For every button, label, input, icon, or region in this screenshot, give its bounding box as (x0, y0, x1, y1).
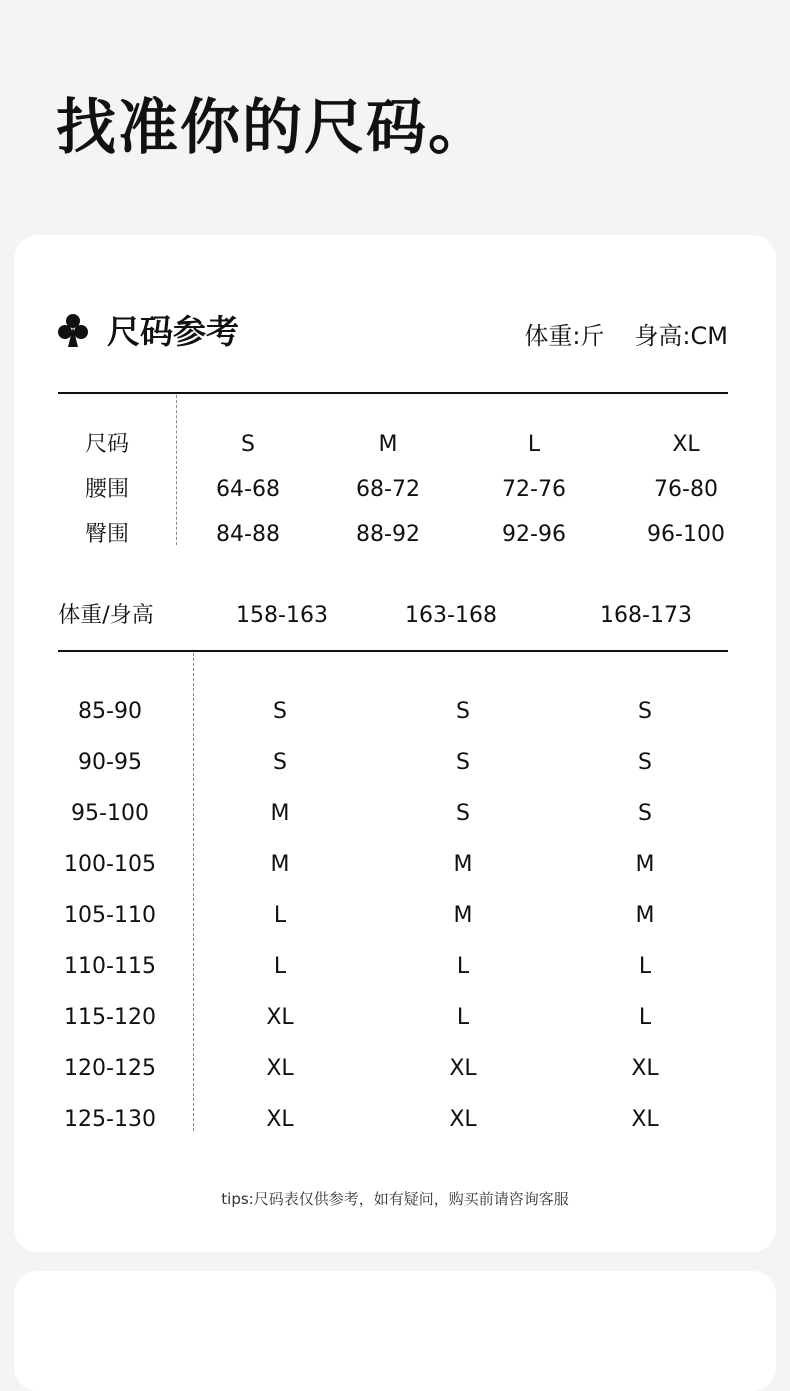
size-header-label: 尺码 (84, 432, 130, 457)
measure-value: 92-96 (502, 522, 566, 547)
recommend-table-rule (58, 650, 728, 652)
measure-value: 88-92 (356, 522, 420, 547)
height-range-header: 158-163 (236, 603, 328, 628)
section-title: 尺码参考 (107, 312, 239, 351)
recommended-size: XL (266, 1005, 294, 1030)
recommended-size: S (273, 750, 287, 775)
recommended-size: M (635, 852, 655, 877)
recommended-size: XL (449, 1056, 477, 1081)
page-title: 找准你的尺码。 (56, 93, 490, 163)
size-table-divider (176, 395, 177, 545)
height-range-header: 163-168 (405, 603, 497, 628)
recommended-size: L (456, 954, 470, 979)
weight-range: 110-115 (64, 954, 156, 979)
recommended-size: M (270, 852, 290, 877)
measure-value: 76-80 (654, 477, 718, 502)
measure-value: 84-88 (216, 522, 280, 547)
recommended-size: S (638, 750, 652, 775)
recommended-size: M (635, 903, 655, 928)
recommended-size: M (270, 801, 290, 826)
weight-range: 115-120 (64, 1005, 156, 1030)
weight-range: 85-90 (78, 699, 142, 724)
recommended-size: L (456, 1005, 470, 1030)
recommended-size: XL (631, 1107, 659, 1132)
recommended-size: S (638, 699, 652, 724)
measure-value: 72-76 (502, 477, 566, 502)
recommended-size: S (273, 699, 287, 724)
recommended-size: S (638, 801, 652, 826)
recommended-size: S (456, 750, 470, 775)
recommended-size: XL (266, 1107, 294, 1132)
measure-value: 68-72 (356, 477, 420, 502)
recommended-size: XL (631, 1056, 659, 1081)
next-card (14, 1271, 776, 1391)
recommended-size: L (273, 903, 287, 928)
height-range-header: 168-173 (600, 603, 692, 628)
size-header-l: L (527, 432, 541, 457)
recommended-size: S (456, 699, 470, 724)
recommended-size: S (456, 801, 470, 826)
weight-range: 125-130 (64, 1107, 156, 1132)
weight-range: 105-110 (64, 903, 156, 928)
recommend-table-divider (193, 653, 194, 1131)
weight-range: 120-125 (64, 1056, 156, 1081)
size-table-top-rule (58, 392, 728, 394)
size-header-xl: XL (672, 432, 700, 457)
size-header-m: M (378, 432, 398, 457)
recommended-size: XL (449, 1107, 477, 1132)
recommended-size: M (453, 903, 473, 928)
size-chart-card (14, 235, 776, 1252)
club-icon (58, 313, 88, 349)
weight-range: 95-100 (71, 801, 149, 826)
weight-range: 90-95 (78, 750, 142, 775)
height-unit: 身高:CM (634, 322, 728, 350)
weight-unit: 体重:斤 (524, 322, 605, 350)
recommended-size: L (273, 954, 287, 979)
recommended-size: XL (266, 1056, 294, 1081)
corner-label: 体重/身高 (58, 603, 154, 628)
recommended-size: L (638, 954, 652, 979)
measure-label: 臀围 (84, 522, 130, 547)
size-header-s: S (241, 432, 255, 457)
recommended-size: M (453, 852, 473, 877)
measure-label: 腰围 (84, 477, 130, 502)
unit-legend (524, 319, 728, 353)
weight-range: 100-105 (64, 852, 156, 877)
measure-value: 64-68 (216, 477, 280, 502)
section-header (58, 313, 728, 353)
measure-value: 96-100 (647, 522, 725, 547)
recommended-size: L (638, 1005, 652, 1030)
tips-note: tips:尺码表仅供参考，如有疑问，购买前请咨询客服 (221, 1190, 569, 1208)
